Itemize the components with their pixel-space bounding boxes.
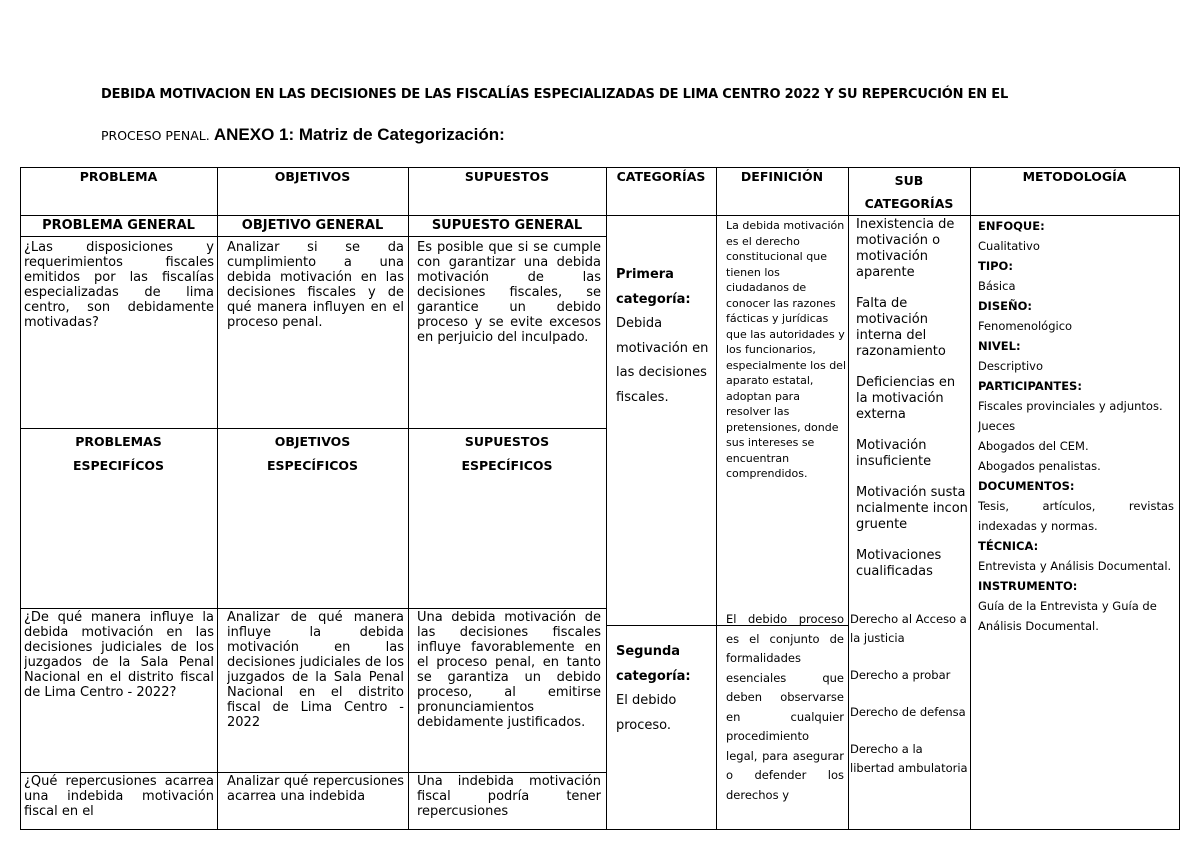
objetivos-especificos-head	[217, 430, 408, 478]
tecnica-value: Entrevista y Análisis Documental.	[978, 559, 1172, 573]
subcategorias-1	[856, 217, 969, 580]
subcategoria-1-5: Motivación sustancialmente incongruente	[856, 485, 968, 532]
subcategoria-2-3: Derecho de defensa	[850, 705, 966, 719]
participantes-1: Fiscales provinciales y adjuntos.	[978, 399, 1163, 413]
participantes-3: Abogados del CEM.	[978, 439, 1089, 453]
documentos-value: Tesis, artículos, revistas indexadas y normas.	[978, 499, 1174, 533]
document-title-line1: DEBIDA MOTIVACION EN LAS DECISIONES DE LAS FISCALÍAS ESPECIALIZADAS DE LIMA CENTRO 2022 Y SU REPERCUCIÓN EN EL	[101, 87, 1009, 102]
problema-general-head: PROBLEMA GENERAL	[42, 218, 195, 233]
categorization-matrix	[20, 167, 1180, 830]
problemas-especificos-l2: ESPECIFÍCOS	[72, 458, 165, 473]
header-categorias: CATEGORÍAS	[616, 169, 706, 184]
categoria-2-name: El debido proceso.	[616, 693, 677, 733]
supuesto-especifico-2: Una indebida motivación fiscal podría tener repercusiones	[417, 774, 601, 819]
enfoque-value: Cualitativo	[978, 239, 1040, 253]
header-supuestos: SUPUESTOS	[464, 169, 550, 184]
instrumento-value: Guía de la Entrevista y Guía de Análisis Documental.	[978, 599, 1157, 633]
diseno-label: DISEÑO:	[978, 299, 1032, 313]
supuesto-especifico-1: Una debida motivación de las decisiones fiscales influye favorablemente en el proceso penal, en tanto se garantiza un debido proceso, al emitirse pronunciamientos debidamente justificados.	[417, 610, 601, 730]
objetivos-especificos-l2: ESPECÍFICOS	[266, 458, 359, 473]
objetivo-especifico-2: Analizar qué repercusiones acarrea una indebida	[227, 774, 404, 804]
subcategorias-2	[850, 610, 970, 778]
objetivo-general-text: Analizar si se da cumplimiento a una debida motivación en las decisiones fiscales y de qué manera influyen en el proceso penal.	[227, 240, 404, 330]
nivel-value: Descriptivo	[978, 359, 1044, 373]
header-problema: PROBLEMA	[79, 169, 158, 184]
problema-especifico-1: ¿De qué manera influye la debida motivación en las decisiones judiciales de los juzgados de la Sala Penal Nacional en el distrito fiscal de Lima Centro - 2022?	[24, 610, 214, 700]
participantes-2: Jueces	[978, 419, 1016, 433]
metodologia	[978, 216, 1174, 636]
subcategoria-2-4: Derecho a la libertad ambulatoria	[850, 742, 968, 775]
supuestos-especificos-l2: ESPECÍFICOS	[461, 458, 553, 473]
problemas-especificos-head	[20, 430, 217, 478]
instrumento-label: INSTRUMENTO:	[978, 579, 1078, 593]
categoria-2-label: Segunda categoría:	[616, 644, 691, 684]
objetivos-especificos-l1: OBJETIVOS	[274, 434, 351, 449]
header-definicion: DEFINICIÓN	[740, 169, 824, 184]
documentos-label: DOCUMENTOS:	[978, 479, 1075, 493]
tipo-value: Básica	[978, 279, 1016, 293]
subcategoria-1-2: Falta de motivación interna del razonamiento	[856, 296, 946, 359]
supuesto-general-head: SUPUESTO GENERAL	[431, 218, 583, 233]
categoria-1	[616, 263, 712, 410]
title-anexo: ANEXO 1: Matriz de Categorización:	[213, 125, 505, 144]
document-title-line2	[101, 125, 505, 145]
categoria-2	[616, 640, 712, 738]
subcategoria-2-2: Derecho a probar	[850, 668, 951, 682]
enfoque-label: ENFOQUE:	[978, 219, 1045, 233]
subcategoria-2-1: Derecho al Acceso a la justicia	[850, 612, 967, 645]
participantes-4: Abogados penalistas.	[978, 459, 1101, 473]
header-sub-line1: SUB	[894, 173, 924, 188]
objetivo-especifico-1: Analizar de qué manera influye la debida motivación en las decisiones judiciales de los juzgados de la Sala Penal Nacional en el distrito fiscal de Lima Centro - 2022	[227, 610, 404, 730]
definicion-1: La debida motivación es el derecho constitucional que tienen los ciudadanos de conocer las razones fácticas y jurídicas que las autoridades y los funcionarios, especialmente los del aparato estatal, adoptan para resolver las pretensiones, donde sus intereses se encuentran comprendidos.	[726, 219, 846, 480]
participantes-label: PARTICIPANTES:	[978, 379, 1082, 393]
subcategoria-1-4: Motivación insuficiente	[856, 438, 932, 469]
header-objetivos: OBJETIVOS	[274, 169, 351, 184]
subcategoria-1-3: Deficiencias en la motivación externa	[856, 375, 956, 422]
objetivo-general-head: OBJETIVO GENERAL	[241, 218, 384, 233]
supuestos-especificos-head	[408, 430, 606, 478]
tecnica-label: TÉCNICA:	[978, 539, 1039, 553]
tipo-label: TIPO:	[978, 259, 1013, 273]
problema-especifico-2: ¿Qué repercusiones acarrea una indebida motivación fiscal en el	[24, 774, 214, 819]
problema-general-text: ¿Las disposiciones y requerimientos fiscales emitidos por las fiscalías especializadas de lima centro, son debidamente motivadas?	[24, 240, 214, 330]
header-metodologia: METODOLOGÍA	[1022, 169, 1127, 184]
header-subcategorias	[848, 169, 970, 215]
definicion-2: El debido proceso es el conjunto de formalidades esenciales que deben observarse en cualquier procedimiento legal, para asegurar o defender los derechos y	[726, 612, 844, 802]
header-sub-line2: CATEGORÍAS	[864, 196, 954, 211]
title-proceso-penal: PROCESO PENAL.	[101, 128, 210, 143]
subcategoria-1-1: Inexistencia de motivación o motivación aparente	[856, 217, 955, 280]
diseno-value: Fenomenológico	[978, 319, 1073, 333]
categoria-1-name: Debida motivación en las decisiones fiscales.	[616, 316, 709, 405]
nivel-label: NIVEL:	[978, 339, 1021, 353]
supuesto-general-text: Es posible que si se cumple con garantizar una debida motivación de las decisiones fiscales, se garantice un debido proceso y se evite excesos en perjuicio del inculpado.	[417, 240, 601, 345]
problemas-especificos-l1: PROBLEMAS	[75, 434, 162, 449]
supuestos-especificos-l1: SUPUESTOS	[464, 434, 550, 449]
categoria-1-label: Primera categoría:	[616, 267, 691, 307]
subcategoria-1-6: Motivaciones cualificadas	[856, 548, 942, 579]
